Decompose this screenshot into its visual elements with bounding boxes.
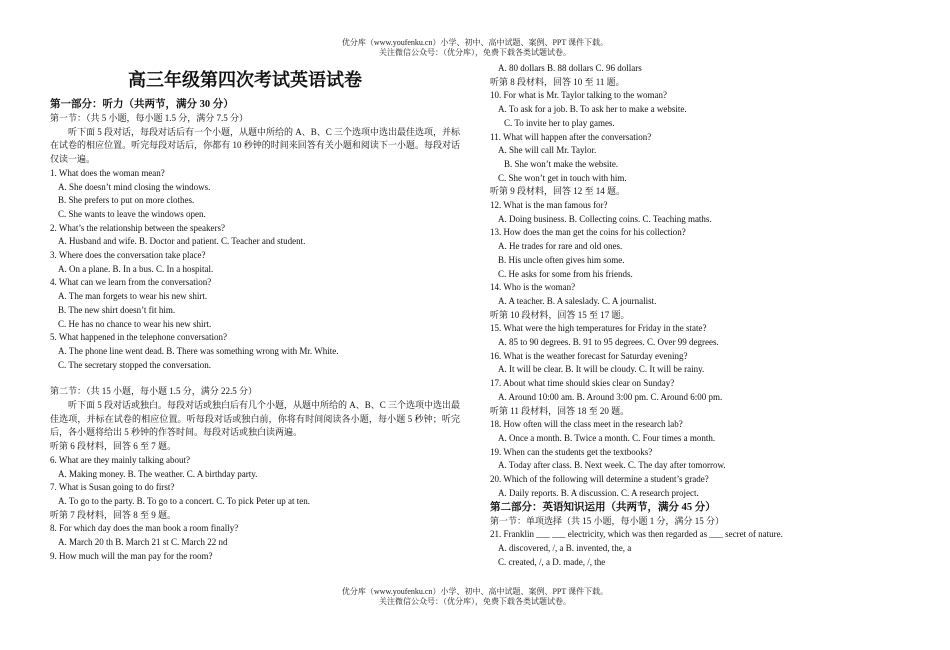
question-8: 8. For which day does the man book a room finally? [50, 523, 239, 534]
material-9-note: 听第 9 段材料，回答 12 至 14 题。 [490, 186, 626, 197]
part2-heading: 第二部分：英语知识运用（共两节，满分 45 分） [490, 501, 716, 513]
q8-options: A. March 20 th B. March 21 st C. March 22 nd [58, 537, 228, 548]
question-7: 7. What is Susan going to do first? [50, 482, 175, 493]
q2-options: A. Husband and wife. B. Doctor and patient. C. Teacher and student. [58, 236, 306, 247]
q20-options: A. Daily reports. B. A discussion. C. A research project. [498, 487, 699, 498]
question-10: 10. For what is Mr. Taylor talking to the woman? [490, 90, 667, 101]
q11-option-a: A. She will call Mr. Taylor. [498, 145, 597, 156]
material-10-note: 听第 10 段材料，回答 15 至 17 题。 [490, 309, 630, 320]
section1-instructions: 听下面 5 段对话，每段对话后有一个小题，从题中所给的 A、B、C 三个选项中选出最佳选项，并标在试卷的相应位置。听完每段对话后，你都有 10 秒钟的时间来回答有关小题和阅读下一小题。每段对话仅读一遍。 [50, 126, 461, 165]
header-line-2: 关注微信公众号：（优分库），免费下载各类试题试卷。 [379, 48, 571, 57]
question-11: 11. What will happen after the conversation? [490, 131, 652, 142]
q9-options: A. 80 dollars B. 88 dollars C. 96 dollars [498, 63, 642, 73]
q11-option-c: C. She won’t get in touch with him. [498, 172, 627, 183]
question-5: 5. What happened in the telephone conversation? [50, 332, 228, 343]
q13-option-a: A. He trades for rare and old ones. [498, 241, 623, 252]
question-19: 19. When can the students get the textbooks? [490, 446, 653, 457]
q4-option-b: B. The new shirt doesn’t fit him. [58, 304, 176, 315]
question-20: 20. Which of the following will determine a student’s grade? [490, 474, 709, 485]
exam-title: 高三年级第四次考试英语试卷 [128, 70, 362, 90]
question-12: 12. What is the man famous for? [490, 200, 608, 211]
question-15: 15. What were the high temperatures for Friday in the state? [490, 323, 707, 334]
q19-options: A. Today after class. B. Next week. C. The day after tomorrow. [498, 460, 726, 471]
q5-option-c: C. The secretary stopped the conversation. [58, 359, 212, 370]
page-header [0, 38, 950, 58]
question-4: 4. What can we learn from the conversation? [50, 277, 212, 288]
question-9: 9. How much will the man pay for the room? [50, 550, 213, 561]
q21-options-ab: A. discovered, /, a B. invented, the, a [498, 542, 632, 553]
footer-line-1: 优分库（www.youfenku.cn）小学、初中、高中试题、案例、PPT 课件下载。 [341, 587, 609, 596]
material-7-note: 听第 7 段材料，回答 8 至 9 题。 [50, 509, 177, 520]
q6-options: A. Making money. B. The weather. C. A birthday party. [58, 468, 258, 479]
q7-options: A. To go to the party. B. To go to a concert. C. To pick Peter up at ten. [58, 495, 310, 506]
q4-option-a: A. The man forgets to wear his new shirt. [58, 291, 208, 302]
page-footer [0, 587, 950, 607]
q10-option-c: C. To invite her to play games. [504, 117, 615, 128]
left-column [50, 62, 460, 564]
q12-options: A. Doing business. B. Collecting coins. C. Teaching maths. [498, 213, 712, 224]
q21-options-cd: C. created, /, a D. made, /, the [498, 556, 606, 567]
q13-option-b: B. His uncle often gives him some. [498, 254, 625, 265]
q11-option-b: B. She won’t make the website. [504, 158, 619, 169]
footer-line-2: 关注微信公众号：（优分库），免费下载各类试题试卷。 [379, 597, 571, 606]
question-16: 16. What is the weather forecast for Saturday evening? [490, 350, 688, 361]
header-line-1: 优分库（www.youfenku.cn）小学、初中、高中试题、案例、PPT 课件下载。 [341, 38, 609, 47]
q15-options: A. 85 to 90 degrees. B. 91 to 95 degrees. C. Over 99 degrees. [498, 337, 719, 348]
question-3: 3. Where does the conversation take place? [50, 250, 206, 261]
question-6: 6. What are they mainly talking about? [50, 454, 191, 465]
right-column [490, 62, 910, 569]
section2-instructions: 听下面 5 段对话或独白。每段对话或独白后有几个小题，从题中所给的 A、B、C 三个选项中选出最佳选项，并标在试卷的相应位置。听每段对话或独白前，你将有时间阅读各小题，每小题 5 秒钟；听完后，各小题将给出 5 秒钟的作答时间。每段对话或独白读两遍。 [50, 400, 461, 438]
question-21: 21. Franklin ___ ___ electricity, which was then regarded as ___ secret of nature. [490, 529, 783, 540]
q18-options: A. Once a month. B. Twice a month. C. Four times a month. [498, 432, 716, 443]
q1-option-c: C. She wants to leave the windows open. [58, 208, 206, 219]
q10-options-ab: A. To ask for a job. B. To ask her to make a website. [498, 104, 687, 115]
part2-section1-heading: 第一节：单项选择（共 15 小题，每小题 1 分，满分 15 分） [490, 515, 725, 526]
material-8-note: 听第 8 段材料，回答 10 至 11 题。 [490, 76, 625, 87]
q4-option-c: C. He has no chance to wear his new shirt. [58, 318, 212, 329]
question-13: 13. How does the man get the coins for his collection? [490, 227, 686, 238]
question-1: 1. What does the woman mean? [50, 167, 165, 178]
q16-options: A. It will be clear. B. It will be cloudy. C. It will be rainy. [498, 364, 705, 375]
question-2: 2. What’s the relationship between the speakers? [50, 222, 226, 233]
question-17: 17. About what time should skies clear on Sunday? [490, 378, 675, 389]
q13-option-c: C. He asks for some from his friends. [498, 268, 633, 279]
section1-heading: 第一节：（共 5 小题，每小题 1.5 分，满分 7.5 分） [50, 113, 249, 123]
question-18: 18. How often will the class meet in the research lab? [490, 419, 683, 430]
q1-option-b: B. She prefers to put on more clothes. [58, 195, 195, 206]
section2-heading: 第二节：（共 15 小题，每小题 1.5 分，满分 22.5 分） [50, 386, 258, 397]
question-14: 14. Who is the woman? [490, 282, 576, 293]
part1-heading: 第一部分：听力（共两节，满分 30 分） [50, 99, 234, 110]
q1-option-a: A. She doesn’t mind closing the windows. [58, 181, 211, 192]
q5-options-ab: A. The phone line went dead. B. There was something wrong with Mr. White. [58, 345, 339, 356]
q17-options: A. Around 10:00 am. B. Around 3:00 pm. C. Around 6:00 pm. [498, 391, 723, 402]
material-6-note: 听第 6 段材料，回答 6 至 7 题。 [50, 441, 177, 452]
q3-options: A. On a plane. B. In a bus. C. In a hospital. [58, 263, 214, 274]
q14-options: A. A teacher. B. A saleslady. C. A journalist. [498, 295, 657, 306]
material-11-note: 听第 11 段材料，回答 18 至 20 题。 [490, 405, 630, 416]
